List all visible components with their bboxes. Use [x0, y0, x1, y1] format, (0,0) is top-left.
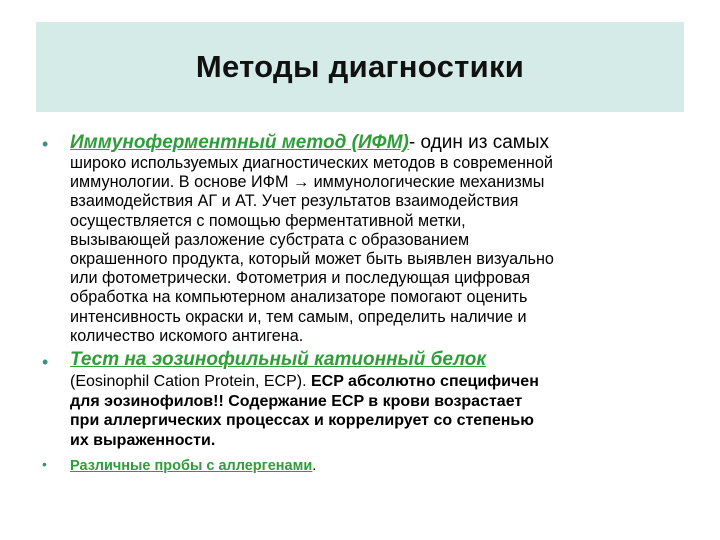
allergen-link[interactable]: Различные пробы с аллергенами — [70, 458, 313, 474]
ifm-line: окрашенного продукта, который может быть выявлен визуально — [70, 250, 554, 269]
allergen-line — [70, 456, 680, 476]
bullet-marker: • — [42, 456, 47, 472]
ecp-line: при аллергических процессах и коррелирует со степенью — [70, 412, 534, 429]
ifm-line: вызывающей разложение субстрата с образованием — [70, 230, 470, 249]
ecp-line: их выраженности. — [70, 431, 216, 449]
ifm-first-rest: - один из самых — [408, 132, 549, 153]
ifm-line: интенсивность окраски и, тем самым, определить наличие и — [70, 307, 527, 326]
bullet-allergen-tests — [70, 456, 680, 476]
title-band — [36, 22, 684, 112]
ifm-line: количество искомого антигена. — [70, 326, 304, 345]
ifm-line: взаимодействия АГ и АТ. Учет результатов взаимодействия — [70, 192, 519, 211]
ifm-line: широко используемых диагностических методов в современной — [70, 154, 553, 172]
bullet-ifm-first-line — [70, 132, 680, 154]
ecp-line1-bold: ECP абсолютно специфичен — [311, 373, 539, 390]
ifm-line: иммунологии. В основе ИФМ → иммунологические механизмы — [70, 173, 545, 192]
bullet-marker: • — [42, 352, 49, 372]
ecp-line: для эозинофилов!! Содержание ECP в крови возрастает — [70, 392, 523, 410]
bullet-ecp — [70, 347, 680, 450]
ifm-line: или фотометрически. Фотометрия и последующая цифровая — [70, 269, 531, 288]
bullet-ifm — [70, 132, 680, 346]
ecp-line1-plain: (Eosinophil Cation Protein, ECP). — [70, 373, 311, 390]
ifm-line: осуществляется с помощью ферментативной метки, — [70, 211, 466, 230]
slide-title: Методы диагностики — [195, 49, 525, 84]
ifm-link[interactable]: Иммуноферментный метод (ИФМ) — [70, 132, 409, 153]
bullet-marker: • — [42, 134, 49, 154]
ifm-line: обработка на компьютерном анализаторе помогают оценить — [70, 288, 528, 307]
ecp-line — [70, 372, 680, 392]
ecp-link[interactable]: Тест на эозинофильный катионный белок — [70, 349, 487, 370]
allergen-rest: . — [312, 458, 317, 474]
ecp-title-line — [70, 347, 680, 372]
